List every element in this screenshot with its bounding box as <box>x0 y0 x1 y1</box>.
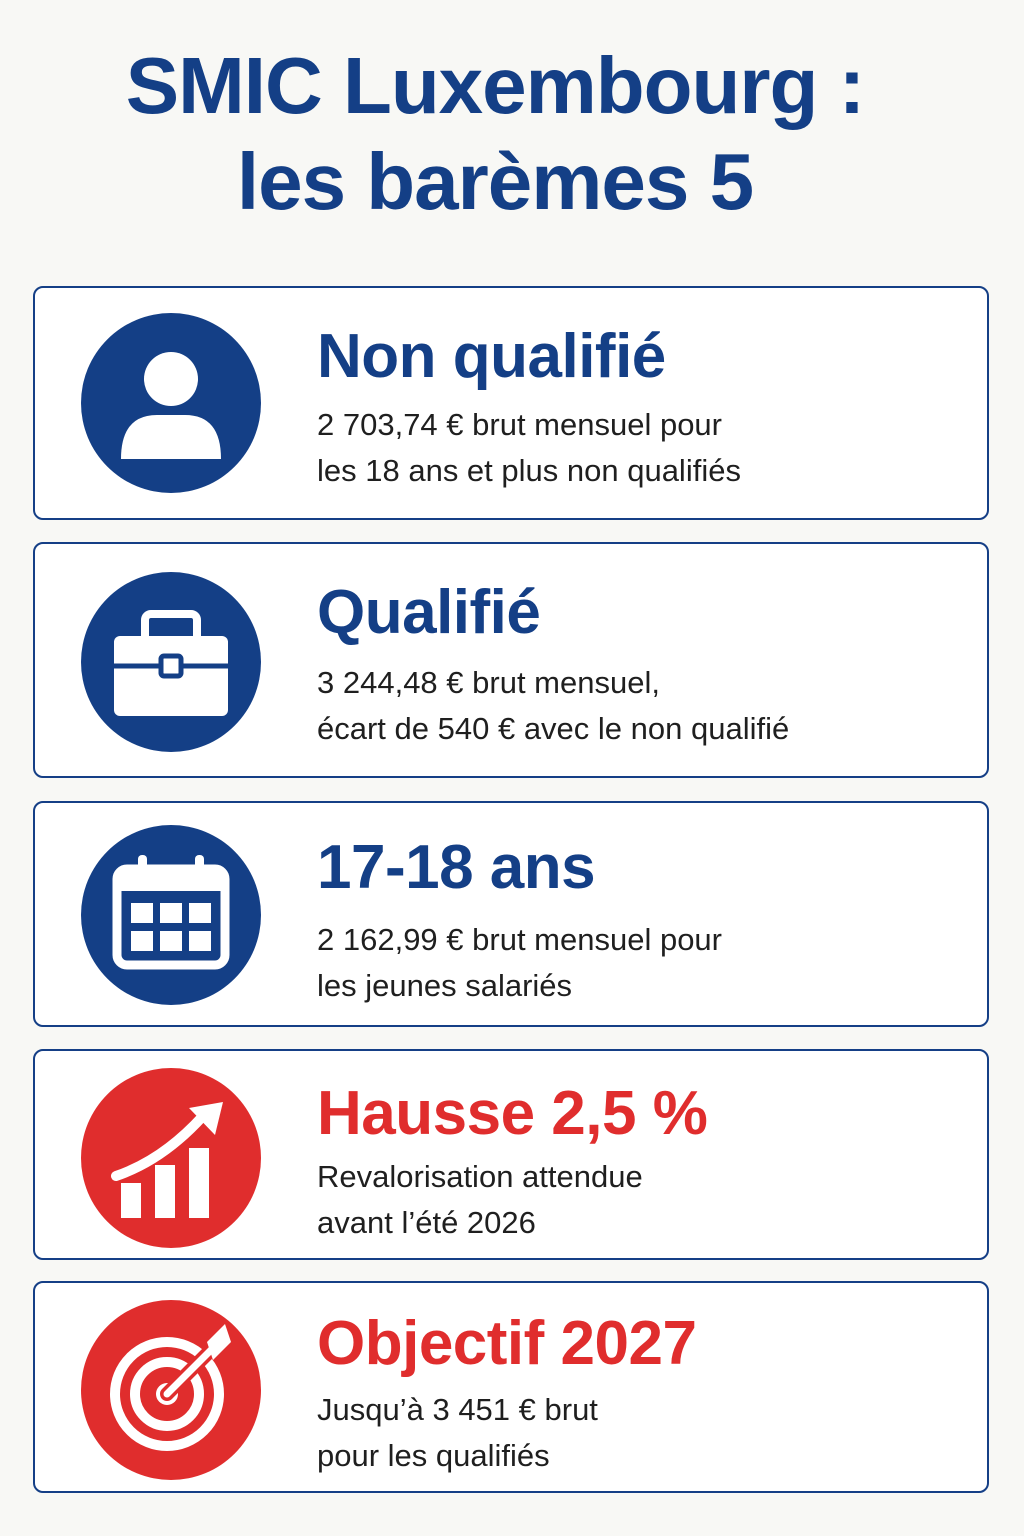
card-description-line-1: Revalorisation attendue <box>317 1159 643 1194</box>
person-icon <box>81 313 261 493</box>
card-title: Qualifié <box>317 578 541 647</box>
card-description-line-1: 3 244,48 € brut mensuel, <box>317 665 660 700</box>
card-title: Non qualifié <box>317 322 666 391</box>
card-hausse <box>33 1049 989 1260</box>
calendar-icon <box>81 825 261 1005</box>
card-description <box>317 917 722 1009</box>
card-title: Objectif 2027 <box>317 1309 697 1378</box>
card-objectif-2027 <box>33 1281 989 1493</box>
page-title-line-1: SMIC Luxembourg : <box>125 41 865 130</box>
target-icon <box>81 1300 261 1480</box>
card-title: Hausse 2,5 % <box>317 1079 708 1148</box>
card-non-qualifie <box>33 286 989 520</box>
card-description <box>317 1387 598 1479</box>
card-description-line-2: avant l’été 2026 <box>317 1205 536 1240</box>
card-description-line-2: les 18 ans et plus non qualifiés <box>317 453 741 488</box>
card-description-line-2: écart de 540 € avec le non qualifié <box>317 711 790 746</box>
page-title <box>0 38 990 230</box>
card-description <box>317 402 741 494</box>
growth-chart-icon <box>81 1068 261 1248</box>
card-description <box>317 1154 643 1246</box>
card-description-line-2: les jeunes salariés <box>317 968 573 1003</box>
card-description <box>317 660 789 752</box>
page-title-line-2: les barèmes 5 <box>236 137 754 226</box>
card-title: 17-18 ans <box>317 833 596 902</box>
card-qualifie <box>33 542 989 778</box>
card-description-line-2: pour les qualifiés <box>317 1438 550 1473</box>
card-description-line-1: Jusqu’à 3 451 € brut <box>317 1392 598 1427</box>
card-description-line-1: 2 162,99 € brut mensuel pour <box>317 922 722 957</box>
card-17-18-ans <box>33 801 989 1027</box>
briefcase-icon <box>81 572 261 752</box>
card-description-line-1: 2 703,74 € brut mensuel pour <box>317 407 722 442</box>
